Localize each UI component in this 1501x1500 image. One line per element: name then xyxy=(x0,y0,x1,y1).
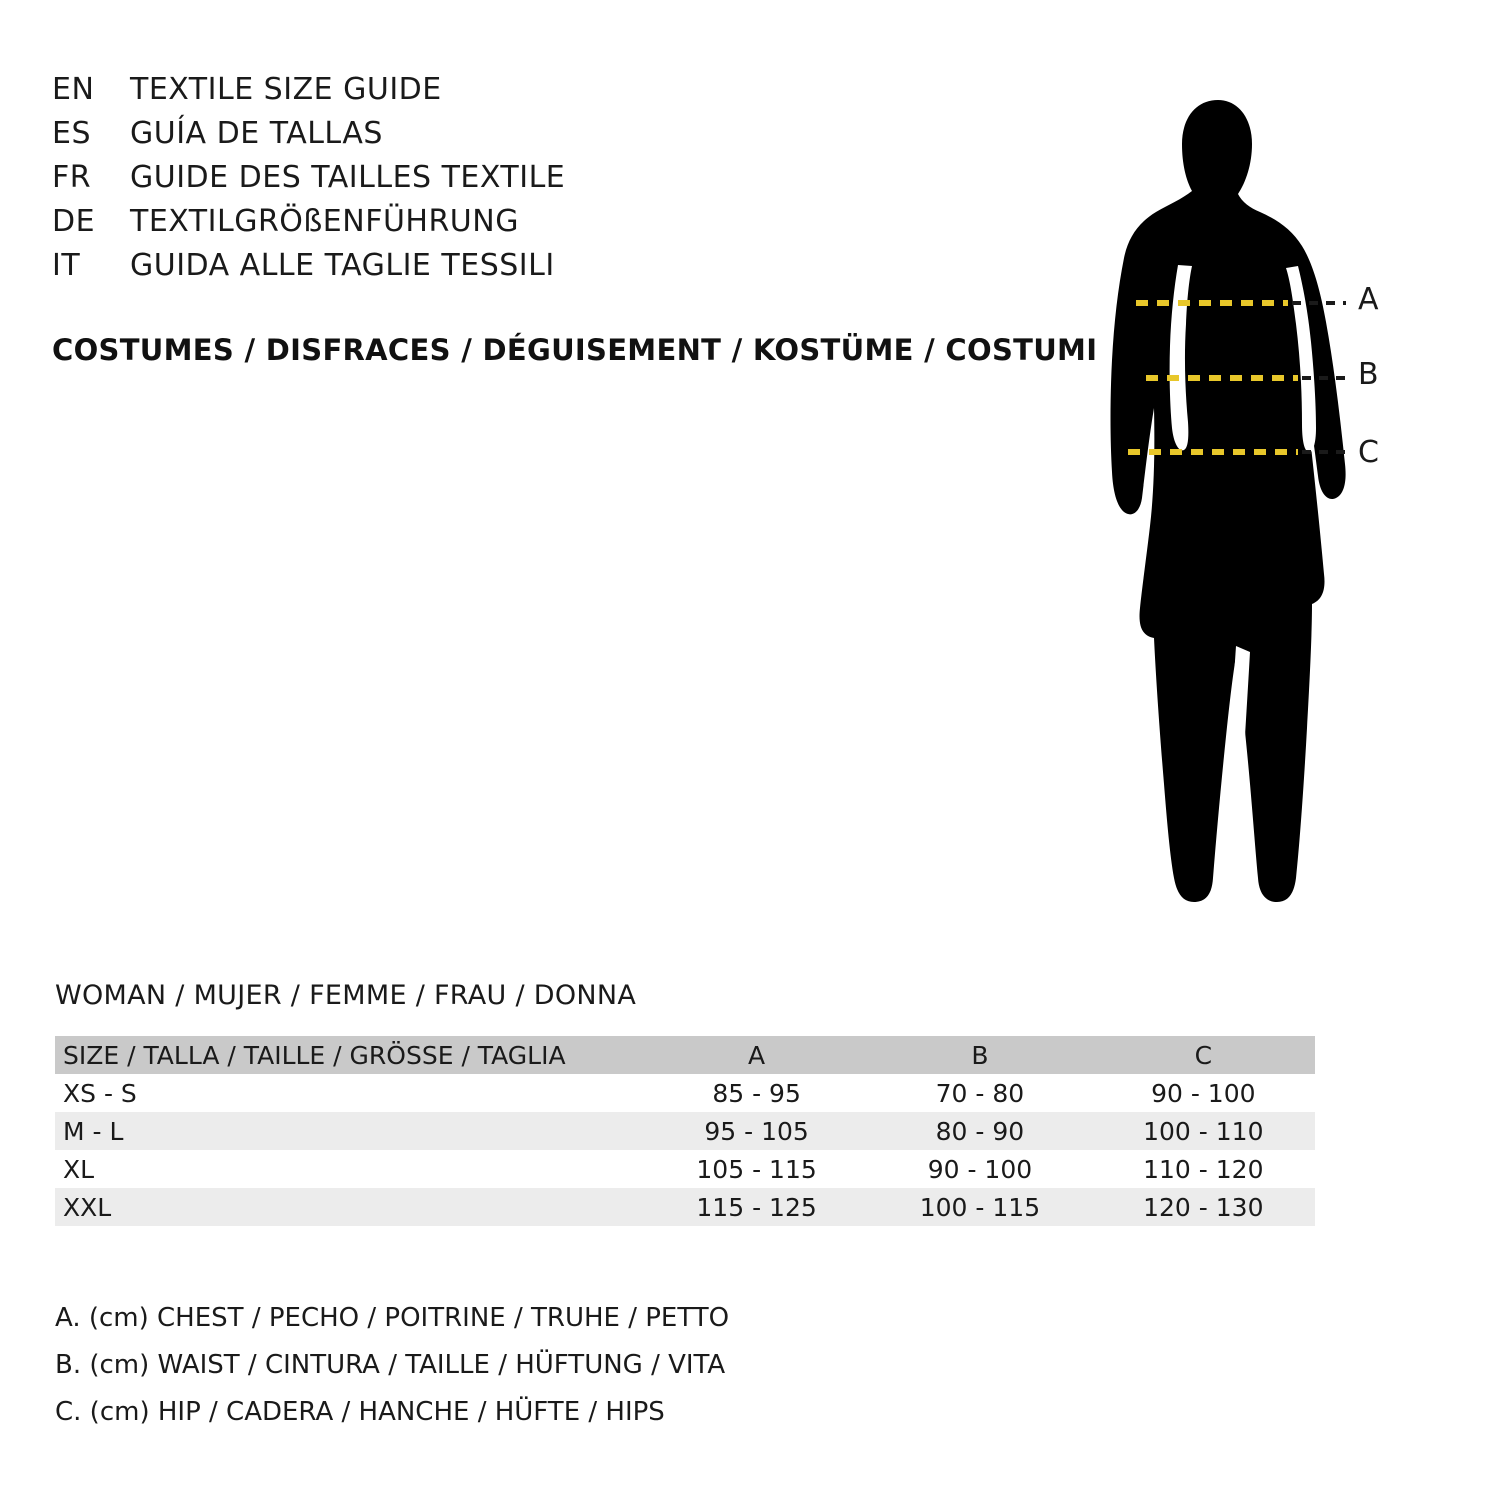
language-text-en: TEXTILE SIZE GUIDE xyxy=(130,72,442,107)
language-text-fr: GUIDE DES TAILLES TEXTILE xyxy=(130,160,566,195)
cell-a: 85 - 95 xyxy=(712,1078,801,1108)
table-header-row xyxy=(55,1036,1315,1074)
language-text-de: TEXTILGRÖßENFÜHRUNG xyxy=(130,204,519,239)
header-c: C xyxy=(1194,1040,1213,1070)
cell-c: 110 - 120 xyxy=(1143,1154,1264,1184)
size-table-head xyxy=(55,1036,1315,1074)
table-row xyxy=(55,1112,1315,1150)
woman-silhouette-icon xyxy=(1040,60,1460,940)
cell-b: 80 - 90 xyxy=(935,1116,1025,1146)
header-b: B xyxy=(971,1040,989,1070)
cell-size: XXL xyxy=(63,1192,112,1222)
cell-size: XS - S xyxy=(63,1078,137,1108)
header-size: SIZE / TALLA / TAILLE / GRÖSSE / TAGLIA xyxy=(63,1040,566,1070)
legend-line-c: C. (cm) HIP / CADERA / HANCHE / HÜFTE / HIPS xyxy=(55,1397,665,1427)
header-a: A xyxy=(748,1040,766,1070)
language-code-fr: FR xyxy=(52,160,92,195)
language-code-en: EN xyxy=(52,72,95,107)
measure-label-a: A xyxy=(1358,282,1379,317)
language-code-it: IT xyxy=(52,248,81,283)
language-text-it: GUIDA ALLE TAGLIE TESSILI xyxy=(130,248,555,283)
cell-a: 95 - 105 xyxy=(704,1116,809,1146)
language-code-de: DE xyxy=(52,204,96,239)
language-text-es: GUÍA DE TALLAS xyxy=(130,116,383,151)
measure-label-b: B xyxy=(1358,357,1379,392)
language-row-it xyxy=(52,248,1032,292)
measurement-legend xyxy=(55,1295,729,1436)
cell-size: XL xyxy=(63,1154,95,1184)
cell-c: 120 - 130 xyxy=(1143,1192,1264,1222)
size-table-body xyxy=(55,1074,1315,1226)
measure-label-c: C xyxy=(1358,435,1379,470)
cell-b: 90 - 100 xyxy=(927,1154,1033,1184)
language-row-fr xyxy=(52,160,1032,204)
table-caption: WOMAN / MUJER / FEMME / FRAU / DONNA xyxy=(55,980,637,1011)
cell-b: 100 - 115 xyxy=(919,1192,1041,1222)
category-title: COSTUMES / DISFRACES / DÉGUISEMENT / KOSTÜME / COSTUMI xyxy=(52,333,1098,367)
size-table xyxy=(55,1036,1315,1226)
language-row-en xyxy=(52,72,1032,116)
language-list xyxy=(52,72,1032,292)
figure-area xyxy=(1040,60,1460,940)
language-row-de xyxy=(52,204,1032,248)
cell-c: 100 - 110 xyxy=(1143,1116,1264,1146)
table-row xyxy=(55,1074,1315,1112)
cell-b: 70 - 80 xyxy=(935,1078,1025,1108)
cell-a: 105 - 115 xyxy=(696,1154,817,1184)
language-code-es: ES xyxy=(52,116,91,151)
legend-line-a: A. (cm) CHEST / PECHO / POITRINE / TRUHE / PETTO xyxy=(55,1303,730,1333)
cell-size: M - L xyxy=(63,1116,124,1146)
language-row-es xyxy=(52,116,1032,160)
table-row xyxy=(55,1188,1315,1226)
cell-a: 115 - 125 xyxy=(696,1192,817,1222)
cell-c: 90 - 100 xyxy=(1151,1078,1256,1108)
table-row xyxy=(55,1150,1315,1188)
legend-line-b: B. (cm) WAIST / CINTURA / TAILLE / HÜFTUNG / VITA xyxy=(55,1350,726,1380)
